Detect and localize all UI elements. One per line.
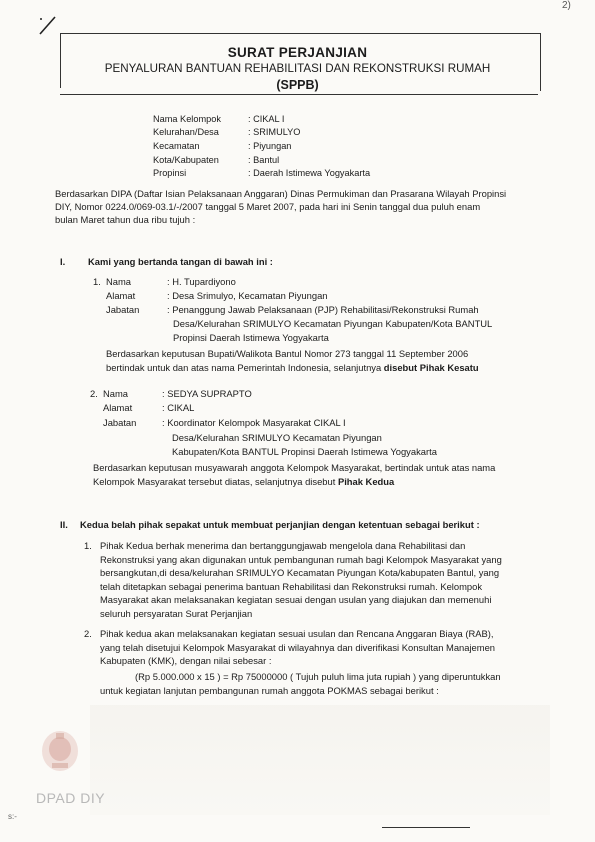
party-1-designation: disebut Pihak Kesatu — [383, 362, 479, 373]
section-2-number: II. — [60, 519, 68, 530]
clause-1-line: telah ditetapkan sebagai penerima bantuan Rehabilitasi dan Rekonstruksi rumah. Kelompok — [100, 581, 483, 592]
party-1-number: 1. — [93, 276, 101, 287]
clause-2-amount: (Rp 5.000.000 x 15 ) = Rp 75000000 ( Tujuh puluh lima juta rupiah ) yang diperuntukkan — [135, 671, 501, 682]
document-title: SURAT PERJANJIAN — [227, 45, 368, 60]
party-2-label: Nama — [103, 388, 129, 399]
party-2-label: Jabatan — [103, 417, 137, 428]
section-2-heading: Kedua belah pihak sepakat untuk membuat perjanjian dengan ketentuan sebagai berikut : — [80, 519, 480, 530]
watermark-text: DPAD DIY — [36, 790, 106, 806]
identity-label: Kecamatan — [153, 141, 200, 151]
party-2-designation: Pihak Kedua — [337, 476, 395, 487]
identity-value: : Bantul — [248, 155, 280, 165]
clause-2-after: untuk kegiatan lanjutan pembangunan rumah anggota POKMAS sebagai berikut : — [100, 685, 439, 696]
party-2-basis — [93, 476, 394, 487]
intro-line: bulan Maret tahun dua ribu tujuh : — [55, 214, 196, 225]
party-1-continuation: Propinsi Daerah Istimewa Yogyakarta — [173, 332, 329, 343]
title-frame-bottom — [60, 94, 538, 95]
seal-watermark-icon — [38, 727, 82, 775]
footer-line — [382, 827, 470, 828]
clause-1-number: 1. — [84, 540, 92, 551]
party-1-basis — [106, 362, 479, 373]
title-frame-top — [60, 33, 540, 34]
party-2-value: : Koordinator Kelompok Masyarakat CIKAL I — [162, 417, 346, 428]
corner-tick-mark — [36, 14, 58, 36]
footer-mark: s:- — [8, 812, 17, 821]
party-2-basis-text: Kelompok Masyarakat tersebut diatas, selanjutnya disebut — [93, 476, 338, 487]
clause-1-line: bersangkutan,di desa/kelurahan SRIMULYO Kecamatan Piyungan Kota/kabupaten Bantul, yang — [100, 567, 500, 578]
party-1-continuation: Desa/Kelurahan SRIMULYO Kecamatan Piyungan Kabupaten/Kota BANTUL — [173, 318, 493, 329]
party-2-value: : SEDYA SUPRAPTO — [162, 388, 252, 399]
party-1-value: : Desa Srimulyo, Kecamatan Piyungan — [167, 290, 328, 301]
identity-value: : Piyungan — [248, 141, 292, 151]
section-1-heading: Kami yang bertanda tangan di bawah ini : — [88, 256, 273, 267]
party-1-label: Jabatan — [106, 304, 140, 315]
identity-value: : CIKAL I — [248, 114, 285, 124]
party-2-label: Alamat — [103, 402, 133, 413]
party-1-basis-text: bertindak untuk dan atas nama Pemerintah Indonesia, selanjutnya — [106, 362, 384, 373]
identity-value: : SRIMULYO — [248, 127, 301, 137]
identity-label: Kota/Kabupaten — [153, 155, 219, 165]
clause-2-line: Pihak kedua akan melaksanakan kegiatan sesuai usulan dan Rencana Anggaran Biaya (RAB), — [100, 628, 494, 639]
party-1-label: Nama — [106, 276, 132, 287]
party-2-continuation: Kabupaten/Kota BANTUL Propinsi Daerah Istimewa Yogyakarta — [172, 446, 437, 457]
party-2-continuation: Desa/Kelurahan SRIMULYO Kecamatan Piyungan — [172, 432, 382, 443]
page-number-mark: 2) — [562, 0, 571, 11]
clause-2-number: 2. — [84, 628, 92, 639]
party-1-label: Alamat — [106, 290, 136, 301]
clause-1-line: seluruh persyaratan Surat Perjanjian — [100, 608, 253, 619]
intro-line: Berdasarkan DIPA (Daftar Isian Pelaksanaan Anggaran) Dinas Permukiman dan Prasarana Wilayah Propinsi — [55, 188, 507, 199]
clause-2-line: yang telah disetujui Kelompok Masyarakat di wilayahnya dan diverifikasi Konsultan Manajemen — [100, 642, 496, 653]
party-1-value: : Penanggung Jawab Pelaksanaan (PJP) Rehabilitasi/Rekonstruksi Rumah — [167, 304, 479, 315]
clause-1-line: Pihak Kedua berhak menerima dan bertanggungjawab mengelola dana Rehabilitasi dan — [100, 540, 466, 551]
party-2-number: 2. — [90, 388, 98, 399]
identity-label: Propinsi — [153, 168, 187, 178]
party-1-basis: Berdasarkan keputusan Bupati/Walikota Bantul Nomor 273 tanggal 11 September 2006 — [106, 348, 469, 359]
party-2-basis: Berdasarkan keputusan musyawarah anggota Kelompok Masyarakat, bertindak untuk atas nama — [93, 462, 496, 473]
document-abbreviation: (SPPB) — [276, 78, 319, 92]
intro-line: DIY, Nomor 0224.0/069-03.1/-/2007 tanggal 5 Maret 2007, pada hari ini Senin tanggal dua puluh enam — [55, 201, 481, 212]
clause-1-line: Rekonstruksi yang akan digunakan untuk pembangunan rumah bagi Kelompok Masyarakat yang — [100, 554, 502, 565]
clause-1-line: Masyarakat akan melaksanakan kegiatan sesuai dengan usulan yang diajukan dan memenuhi — [100, 594, 492, 605]
identity-label: Kelurahan/Desa — [153, 127, 219, 137]
section-1-number: I. — [60, 256, 66, 267]
identity-label: Nama Kelompok — [153, 114, 221, 124]
party-2-value: : CIKAL — [162, 402, 195, 413]
party-1-value: : H. Tupardiyono — [167, 276, 236, 287]
identity-value: : Daerah Istimewa Yogyakarta — [248, 168, 371, 178]
clause-2-line: Kabupaten (KMK), dengan nilai sebesar : — [100, 655, 272, 666]
scan-shadow — [90, 705, 550, 815]
document-subtitle: PENYALURAN BANTUAN REHABILITASI DAN REKONSTRUKSI RUMAH — [104, 62, 491, 75]
